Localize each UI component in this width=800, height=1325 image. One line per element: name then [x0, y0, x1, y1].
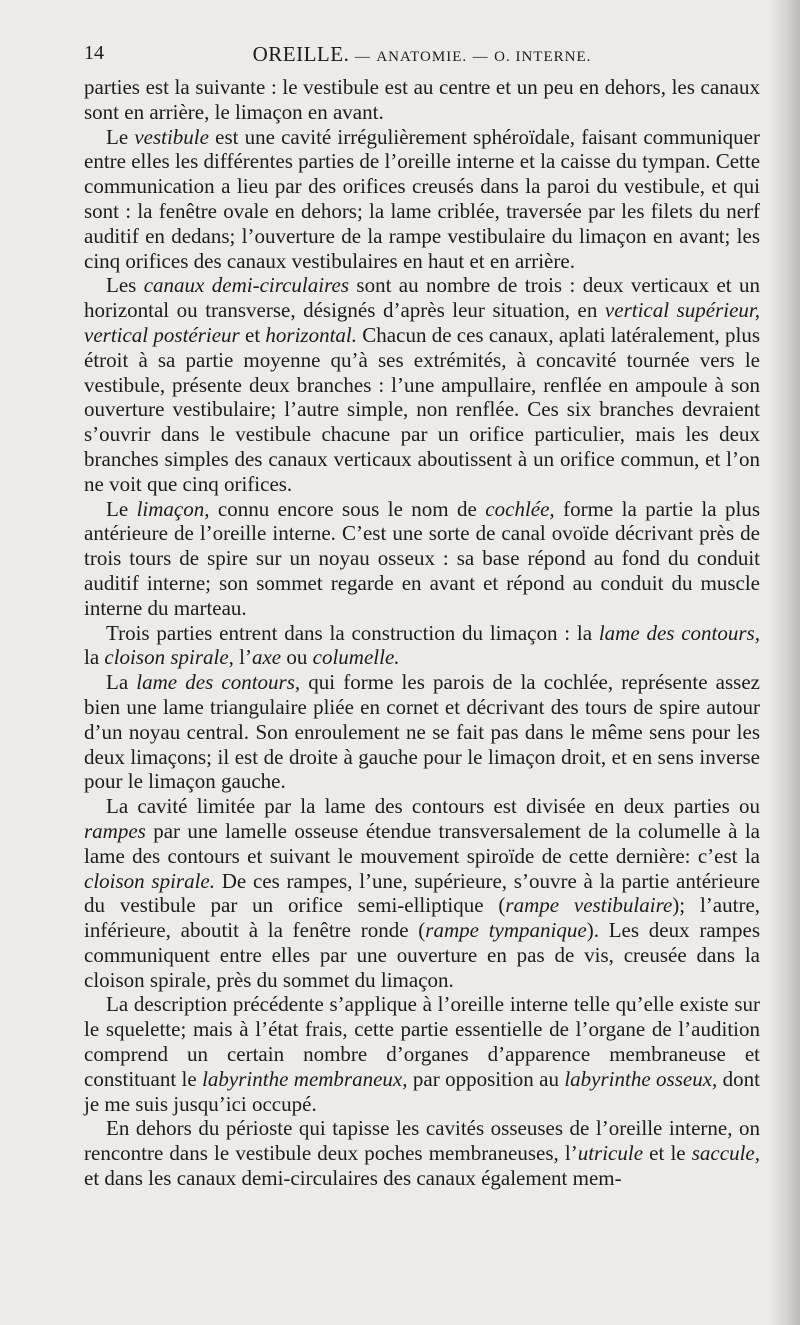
italic-term: horizontal.: [265, 322, 358, 347]
text-run: et dans les canaux demi-circulaires des canaux également mem-: [84, 1166, 622, 1191]
italic-term: utricule: [577, 1141, 644, 1166]
paragraph: [84, 125, 760, 274]
text-run: sont au nombre de trois : deux verticaux et un horizontal ou transverse, désignés d’après leur situation, en: [84, 273, 760, 323]
paragraph: [84, 794, 760, 992]
text-run: et le: [643, 1141, 692, 1166]
title-main: OREILLE.: [252, 42, 350, 66]
italic-term: rampe vestibulaire: [505, 893, 673, 918]
paragraph: [84, 273, 760, 496]
text-run: De ces rampes, l’une, supérieure, s’ouvre à la partie antérieure du vestibule par un orifice semi-elliptique (: [84, 868, 760, 918]
italic-term: vertical supérieur, vertical postérieur: [84, 298, 761, 347]
italic-term: cloison spirale,: [104, 645, 234, 670]
italic-term: lame des contours,: [598, 620, 760, 645]
title-section: ANATOMIE.: [376, 49, 468, 65]
text-run: ou: [281, 645, 313, 670]
page-title: [84, 42, 760, 67]
italic-term: canaux demi-circulaires: [143, 273, 349, 298]
body-text: [84, 75, 760, 1191]
text-run: est une cavité irrégulièrement sphéroïdale, faisant communiquer entre elles les différentes parties de l’oreille interne et la caisse du tympan. Cette communication a lieu par des orifices creusés dans la paroi du vestibule, et qui sont : la fenêtre ovale en dehors; la lame criblée, traversée par les filets du nerf auditif en dedans; l’ouverture de la rampe vestibulaire du limaçon en avant; les cinq orifices des canaux vestibulaires en haut et en arrière.: [84, 124, 761, 273]
text-run: En dehors du périoste qui tapisse les cavités osseuses de l’oreille interne, on rencontre dans le vestibule deux poches membraneuses, l’: [84, 1116, 760, 1166]
text-run: Chacun de ces canaux, aplati latéralement, plus étroit à sa partie moyenne qu’à ses extrémités, à concavité tournée vers le vestibule, présente deux branches : l’une ampullaire, renflée en ampoule à son ouverture vestibulaire; l’autre simple, non renflée. Ces six branches devraient s’ouvrir dans le vestibule chacune par un orifice particulier, mais les deux branches simples des canaux verticaux aboutissent à un orifice commun, et l’on ne voit que cinq orifices.: [84, 322, 761, 496]
text-run: La: [106, 670, 137, 695]
paragraph: [84, 75, 760, 125]
title-subsection: O. INTERNE.: [494, 49, 592, 65]
text-run: l’: [233, 645, 252, 670]
text-run: par opposition au: [407, 1066, 565, 1091]
text-run: dont je me suis jusqu’ici occupé.: [84, 1066, 760, 1116]
running-head: [84, 42, 760, 68]
italic-term: labyrinthe membraneux,: [202, 1066, 408, 1091]
paragraph: [84, 497, 760, 621]
text-run: La cavité limitée par la lame des contours est divisée en deux parties ou: [106, 794, 760, 819]
title-dash: —: [354, 49, 371, 65]
page-edge-shadow: [768, 0, 800, 1325]
italic-term: columelle.: [312, 645, 400, 670]
text-run: Le: [106, 496, 137, 521]
page-number: 14: [84, 42, 104, 64]
italic-term: rampes: [84, 818, 146, 843]
paragraph: [84, 670, 760, 794]
italic-term: saccule,: [691, 1141, 760, 1166]
text-run: forme la partie la plus antérieure de l’oreille interne. C’est une sorte de canal ovoïde décrivant près de trois tours de spire sur un noyau osseux : sa base répond au fond du conduit auditif interne; son sommet regarde en avant et répond au conduit du muscle interne du marteau.: [84, 496, 760, 620]
italic-term: labyrinthe osseux,: [564, 1066, 718, 1091]
italic-term: limaçon,: [136, 496, 210, 521]
paragraph: [84, 621, 760, 671]
text-run: La description précédente s’applique à l’oreille interne telle qu’elle existe sur le squelette; mais à l’état frais, cette partie essentielle de l’organe de l’audition comprend un certain nombre d’organes d’apparence membraneuse et constituant le: [84, 992, 760, 1091]
text-run: Le: [106, 124, 135, 149]
italic-term: cochlée,: [485, 496, 555, 521]
text-run: ). Les deux rampes communiquent entre elles par une ouverture en pas de vis, creusée dans la cloison spirale, près du sommet du limaçon.: [84, 918, 760, 992]
text-run: qui forme les parois de la cochlée, représente assez bien une lame triangulaire pliée en cornet et décrivant des tours de spire autour d’un noyau central. Son enroulement ne se fait pas dans le même sens pour les deux limaçons; il est de droite à gauche pour le limaçon droit, et en sens inverse pour le limaçon gauche.: [84, 670, 760, 794]
text-run: par une lamelle osseuse étendue transversalement de la columelle à la lame des contours et suivant le mouvement spiroïde de cette dernière: c’est la: [84, 818, 760, 868]
italic-term: cloison spirale.: [84, 868, 215, 893]
paragraph: [84, 992, 760, 1116]
text-run: connu encore sous le nom de: [209, 496, 486, 521]
italic-term: lame des contours,: [136, 670, 301, 695]
italic-term: vestibule: [134, 124, 209, 149]
text-run: parties est la suivante : le vestibule est au centre et un peu en dehors, les canaux sont en arrière, le limaçon en avant.: [84, 75, 760, 124]
italic-term: rampe tympanique: [425, 918, 587, 943]
text-run: ); l’autre, inférieure, aboutit à la fenêtre ronde (: [84, 893, 761, 943]
text-run: la: [84, 645, 105, 670]
italic-term: axe: [251, 645, 282, 670]
paragraph: [84, 1116, 760, 1190]
text-run: et: [239, 322, 266, 347]
text-run: Les: [106, 273, 144, 298]
title-dash: —: [472, 49, 489, 65]
text-run: Trois parties entrent dans la construction du limaçon : la: [106, 620, 599, 645]
